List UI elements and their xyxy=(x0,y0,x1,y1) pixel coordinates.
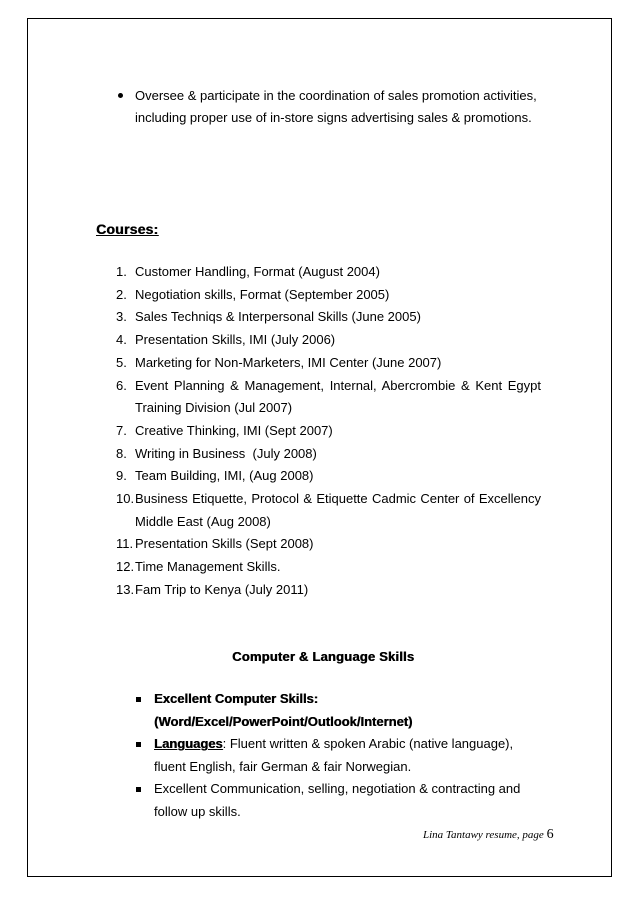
course-item: Fam Trip to Kenya (July 2011) xyxy=(135,582,309,597)
course-number: 4. xyxy=(116,332,127,347)
course-item: Writing in Business (July 2008) xyxy=(135,446,317,461)
communication-line-1: Excellent Communication, selling, negotiation & contracting and xyxy=(154,781,521,796)
course-number: 11. xyxy=(116,536,134,551)
course-item: Time Management Skills. xyxy=(135,559,281,574)
course-item: Presentation Skills (Sept 2008) xyxy=(135,536,314,551)
square-bullet-icon xyxy=(136,742,141,747)
page-number: 6 xyxy=(546,827,554,842)
course-number: 3. xyxy=(116,309,127,324)
course-item: Business Etiquette, Protocol & Etiquette Cadmic Center of Excellency xyxy=(135,491,541,506)
course-number: 2. xyxy=(116,287,127,302)
footer-label: Lina Tantawy resume, page xyxy=(423,829,547,841)
course-number: 6. xyxy=(116,378,127,393)
course-number: 1. xyxy=(116,264,127,279)
intro-bullet-line-2: including proper use of in-store signs advertising sales & promotions. xyxy=(135,110,532,125)
course-item-continuation: Training Division (Jul 2007) xyxy=(135,400,293,415)
computer-skills-title: Excellent Computer Skills: xyxy=(154,691,318,706)
course-item: Creative Thinking, IMI (Sept 2007) xyxy=(135,423,333,438)
course-item-continuation: Middle East (Aug 2008) xyxy=(135,514,271,529)
course-item: Sales Techniqs & Interpersonal Skills (June 2005) xyxy=(135,309,421,324)
languages-label: Languages xyxy=(154,736,223,751)
page-footer xyxy=(423,828,554,842)
course-item: Negotiation skills, Format (September 2005) xyxy=(135,287,390,302)
skills-heading: Computer & Language Skills xyxy=(232,649,415,664)
square-bullet-icon xyxy=(136,787,141,792)
courses-heading: Courses: xyxy=(96,221,159,237)
languages-text: : Fluent written & spoken Arabic (native language), xyxy=(222,736,514,751)
course-item: Presentation Skills, IMI (July 2006) xyxy=(135,332,336,347)
course-number: 8. xyxy=(116,446,127,461)
computer-skills-list: (Word/Excel/PowerPoint/Outlook/Internet) xyxy=(154,714,413,729)
course-number: 10. xyxy=(116,491,135,506)
course-number: 9. xyxy=(116,468,127,483)
square-bullet-icon xyxy=(136,697,141,702)
course-number: 5. xyxy=(116,355,127,370)
course-item: Event Planning & Management, Internal, Abercrombie & Kent Egypt xyxy=(135,378,541,393)
languages-line-2: fluent English, fair German & fair Norwegian. xyxy=(154,759,412,774)
languages-line xyxy=(154,736,513,752)
course-item: Marketing for Non-Marketers, IMI Center (June 2007) xyxy=(135,355,442,370)
intro-bullet-line-1: Oversee & participate in the coordination of sales promotion activities, xyxy=(135,88,537,103)
course-number: 12. xyxy=(116,559,135,574)
course-item: Team Building, IMI, (Aug 2008) xyxy=(135,468,314,483)
course-item: Customer Handling, Format (August 2004) xyxy=(135,264,380,279)
bullet-icon xyxy=(118,93,123,98)
communication-line-2: follow up skills. xyxy=(154,804,241,819)
course-number: 7. xyxy=(116,423,127,438)
course-number: 13. xyxy=(116,582,135,597)
